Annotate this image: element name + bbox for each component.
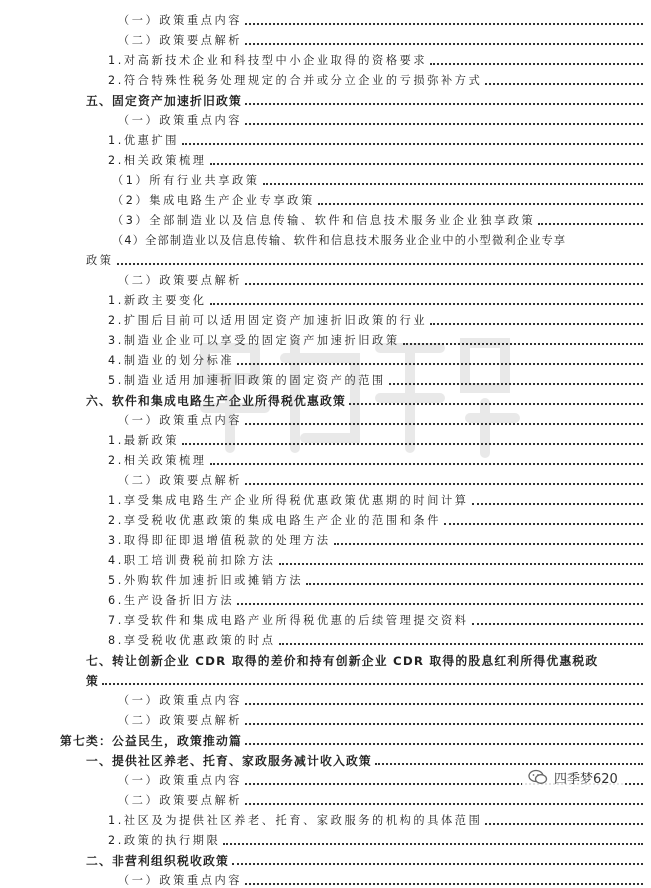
- toc-entry-text: （二）政策要点解析: [118, 34, 243, 47]
- dot-leader: [245, 422, 643, 425]
- toc-entry: [0, 868, 651, 888]
- toc-entry-text: 4.职工培训费税前扣除方法: [108, 554, 276, 567]
- toc-entry: [0, 508, 651, 528]
- dot-leader: [210, 162, 643, 165]
- toc-entry-text: 二、非营利组织税收政策: [86, 854, 229, 868]
- dot-leader: [245, 702, 643, 705]
- toc-entry-text: （二）政策要点解析: [118, 794, 243, 807]
- toc-entry: [0, 8, 651, 28]
- toc-entry: [0, 448, 651, 468]
- toc-entry: [0, 248, 651, 268]
- toc-entry-text: 7.享受软件和集成电路产业所得税优惠的后续管理提交资料: [108, 614, 469, 627]
- dot-leader: [538, 222, 643, 225]
- toc-entry-text: （一）政策重点内容: [118, 114, 243, 127]
- dot-leader: [245, 42, 643, 45]
- toc-entry-text: 五、固定资产加速折旧政策: [86, 94, 242, 108]
- toc-entry-text: （1）所有行业共享政策: [112, 174, 260, 187]
- toc-entry-text: 2.相关政策梳理: [108, 154, 207, 167]
- toc-entry-text: 2.享受税收优惠政策的集成电路生产企业的范围和条件: [108, 514, 441, 527]
- toc-entry-text: 1.最新政策: [108, 434, 180, 447]
- dot-leader: [430, 322, 643, 325]
- toc-entry: [0, 708, 651, 728]
- toc-entry: [0, 188, 651, 208]
- toc-entry: [0, 208, 651, 228]
- dot-leader: [232, 862, 643, 865]
- toc-entry-text: （3）全部制造业以及信息传输、软件和信息技术服务业企业独享政策: [112, 214, 536, 227]
- toc-entry: [0, 68, 651, 88]
- toc-entry: [0, 828, 651, 848]
- dot-leader: [102, 682, 643, 685]
- toc-entry-text: （一）政策重点内容: [118, 874, 243, 887]
- dot-leader: [237, 602, 643, 605]
- dot-leader: [245, 742, 643, 745]
- toc-entry: [0, 268, 651, 288]
- dot-leader: [485, 822, 643, 825]
- toc-entry-text: 七、转让创新企业 CDR 取得的差价和持有创新企业 CDR 取得的股息红利所得优惠税政: [86, 654, 599, 668]
- toc-entry-text: （一）政策重点内容: [118, 14, 243, 27]
- toc-entry-text: 2.符合特殊性税务处理规定的合并或分立企业的亏损弥补方式: [108, 74, 483, 87]
- toc-entry: [0, 308, 651, 328]
- dot-leader: [117, 262, 643, 265]
- toc-entry-text: 5.制造业适用加速折旧政策的固定资产的范围: [108, 374, 386, 387]
- toc-entry: [0, 388, 651, 408]
- dot-leader: [375, 762, 643, 765]
- toc-entry: [0, 408, 651, 428]
- dot-leader: [245, 122, 643, 125]
- dot-leader: [472, 622, 643, 625]
- toc-entry-text: 一、提供社区养老、托育、家政服务减计收入政策: [86, 754, 372, 768]
- toc-entry-text: 六、软件和集成电路生产企业所得税优惠政策: [86, 394, 346, 408]
- toc-entry-text: 3.取得即征即退增值税款的处理方法: [108, 534, 331, 547]
- toc-entry-text: 1.对高新技术企业和科技型中小企业取得的资格要求: [108, 54, 428, 67]
- dot-leader: [237, 362, 643, 365]
- dot-leader: [245, 802, 643, 805]
- toc-entry-text: 第七类：公益民生，政策推动篇: [60, 734, 242, 748]
- toc-entry: [0, 108, 651, 128]
- dot-leader: [245, 102, 643, 105]
- dot-leader: [182, 442, 643, 445]
- dot-leader: [245, 482, 643, 485]
- toc-entry-text: 4.制造业的划分标准: [108, 354, 235, 367]
- dot-leader: [318, 202, 643, 205]
- toc-entry: [0, 48, 651, 68]
- dot-leader: [223, 842, 643, 845]
- dot-leader: [279, 642, 643, 645]
- dot-leader: [306, 582, 643, 585]
- toc-entry: [0, 628, 651, 648]
- dot-leader: [245, 282, 643, 285]
- toc-entry: [0, 488, 651, 508]
- wechat-attribution: [522, 766, 624, 788]
- wechat-account-name: 四季梦620: [554, 771, 618, 787]
- dot-leader: [245, 882, 643, 885]
- toc-entry: [0, 568, 651, 588]
- toc-entry: [0, 728, 651, 748]
- toc-entry: [0, 648, 651, 668]
- dot-leader: [472, 502, 643, 505]
- toc-entry: [0, 328, 651, 348]
- dot-leader: [430, 62, 643, 65]
- dot-leader: [263, 182, 643, 185]
- toc-entry: [0, 588, 651, 608]
- toc-entry: [0, 148, 651, 168]
- toc-entry-text: 2.相关政策梳理: [108, 454, 207, 467]
- toc-entry-text: 2.扩围后目前可以适用固定资产加速折旧政策的行业: [108, 314, 428, 327]
- dot-leader: [279, 562, 643, 565]
- toc-entry: [0, 608, 651, 628]
- toc-entry-text: （一）政策重点内容: [118, 694, 243, 707]
- toc-entry-text: （一）政策重点内容: [118, 414, 243, 427]
- toc-entry-text: 5.外购软件加速折旧或摊销方法: [108, 574, 304, 587]
- toc-entry-text: （二）政策要点解析: [118, 714, 243, 727]
- dot-leader: [210, 462, 643, 465]
- toc-entry: [0, 468, 651, 488]
- toc-entry-text: 3.制造业企业可以享受的固定资产加速折旧政策: [108, 334, 400, 347]
- toc-entry: [0, 348, 651, 368]
- dot-leader: [334, 542, 643, 545]
- toc-entry-text: 1.享受集成电路生产企业所得税优惠政策优惠期的时间计算: [108, 494, 469, 507]
- toc-entry: [0, 368, 651, 388]
- toc-entry-text: 策: [86, 674, 99, 688]
- dot-leader: [245, 722, 643, 725]
- toc-entry-text: 1.优惠扩围: [108, 134, 180, 147]
- dot-leader: [245, 22, 643, 25]
- toc-entry: [0, 548, 651, 568]
- toc-entry-text: （4）全部制造业以及信息传输、软件和信息技术服务业企业中的小型微利企业专享: [112, 234, 567, 247]
- toc-entry-text: （2）集成电路生产企业专享政策: [112, 194, 315, 207]
- dot-leader: [403, 342, 643, 345]
- toc-entry-text: 政策: [86, 254, 114, 267]
- toc-entry: [0, 228, 651, 248]
- toc-entry-text: 1.社区及为提供社区养老、托育、家政服务的机构的具体范围: [108, 814, 483, 827]
- toc-entry: [0, 428, 651, 448]
- toc-entry-text: 6.生产设备折旧方法: [108, 594, 235, 607]
- toc-entry-text: （一）政策重点内容: [118, 774, 243, 787]
- dot-leader: [389, 382, 643, 385]
- toc-entry: [0, 88, 651, 108]
- toc-entry: [0, 288, 651, 308]
- toc-entry-text: 1.新政主要变化: [108, 294, 207, 307]
- toc-entry: [0, 128, 651, 148]
- toc-entry: [0, 788, 651, 808]
- toc-entry-text: （二）政策要点解析: [118, 274, 243, 287]
- toc-entry: [0, 528, 651, 548]
- toc-entry-text: 2.政策的执行期限: [108, 834, 221, 847]
- toc-entry: [0, 28, 651, 48]
- wechat-icon: [528, 769, 548, 785]
- toc-entry: [0, 668, 651, 688]
- dot-leader: [444, 522, 643, 525]
- dot-leader: [485, 82, 643, 85]
- toc-entry: [0, 848, 651, 868]
- toc-entry: [0, 748, 651, 768]
- dot-leader: [182, 142, 643, 145]
- dot-leader: [210, 302, 643, 305]
- toc-entry-text: 8.享受税收优惠政策的时点: [108, 634, 276, 647]
- toc-entry: [0, 168, 651, 188]
- toc-entry-text: （二）政策要点解析: [118, 474, 243, 487]
- toc-entry: [0, 688, 651, 708]
- toc-entry: [0, 808, 651, 828]
- dot-leader: [349, 402, 643, 405]
